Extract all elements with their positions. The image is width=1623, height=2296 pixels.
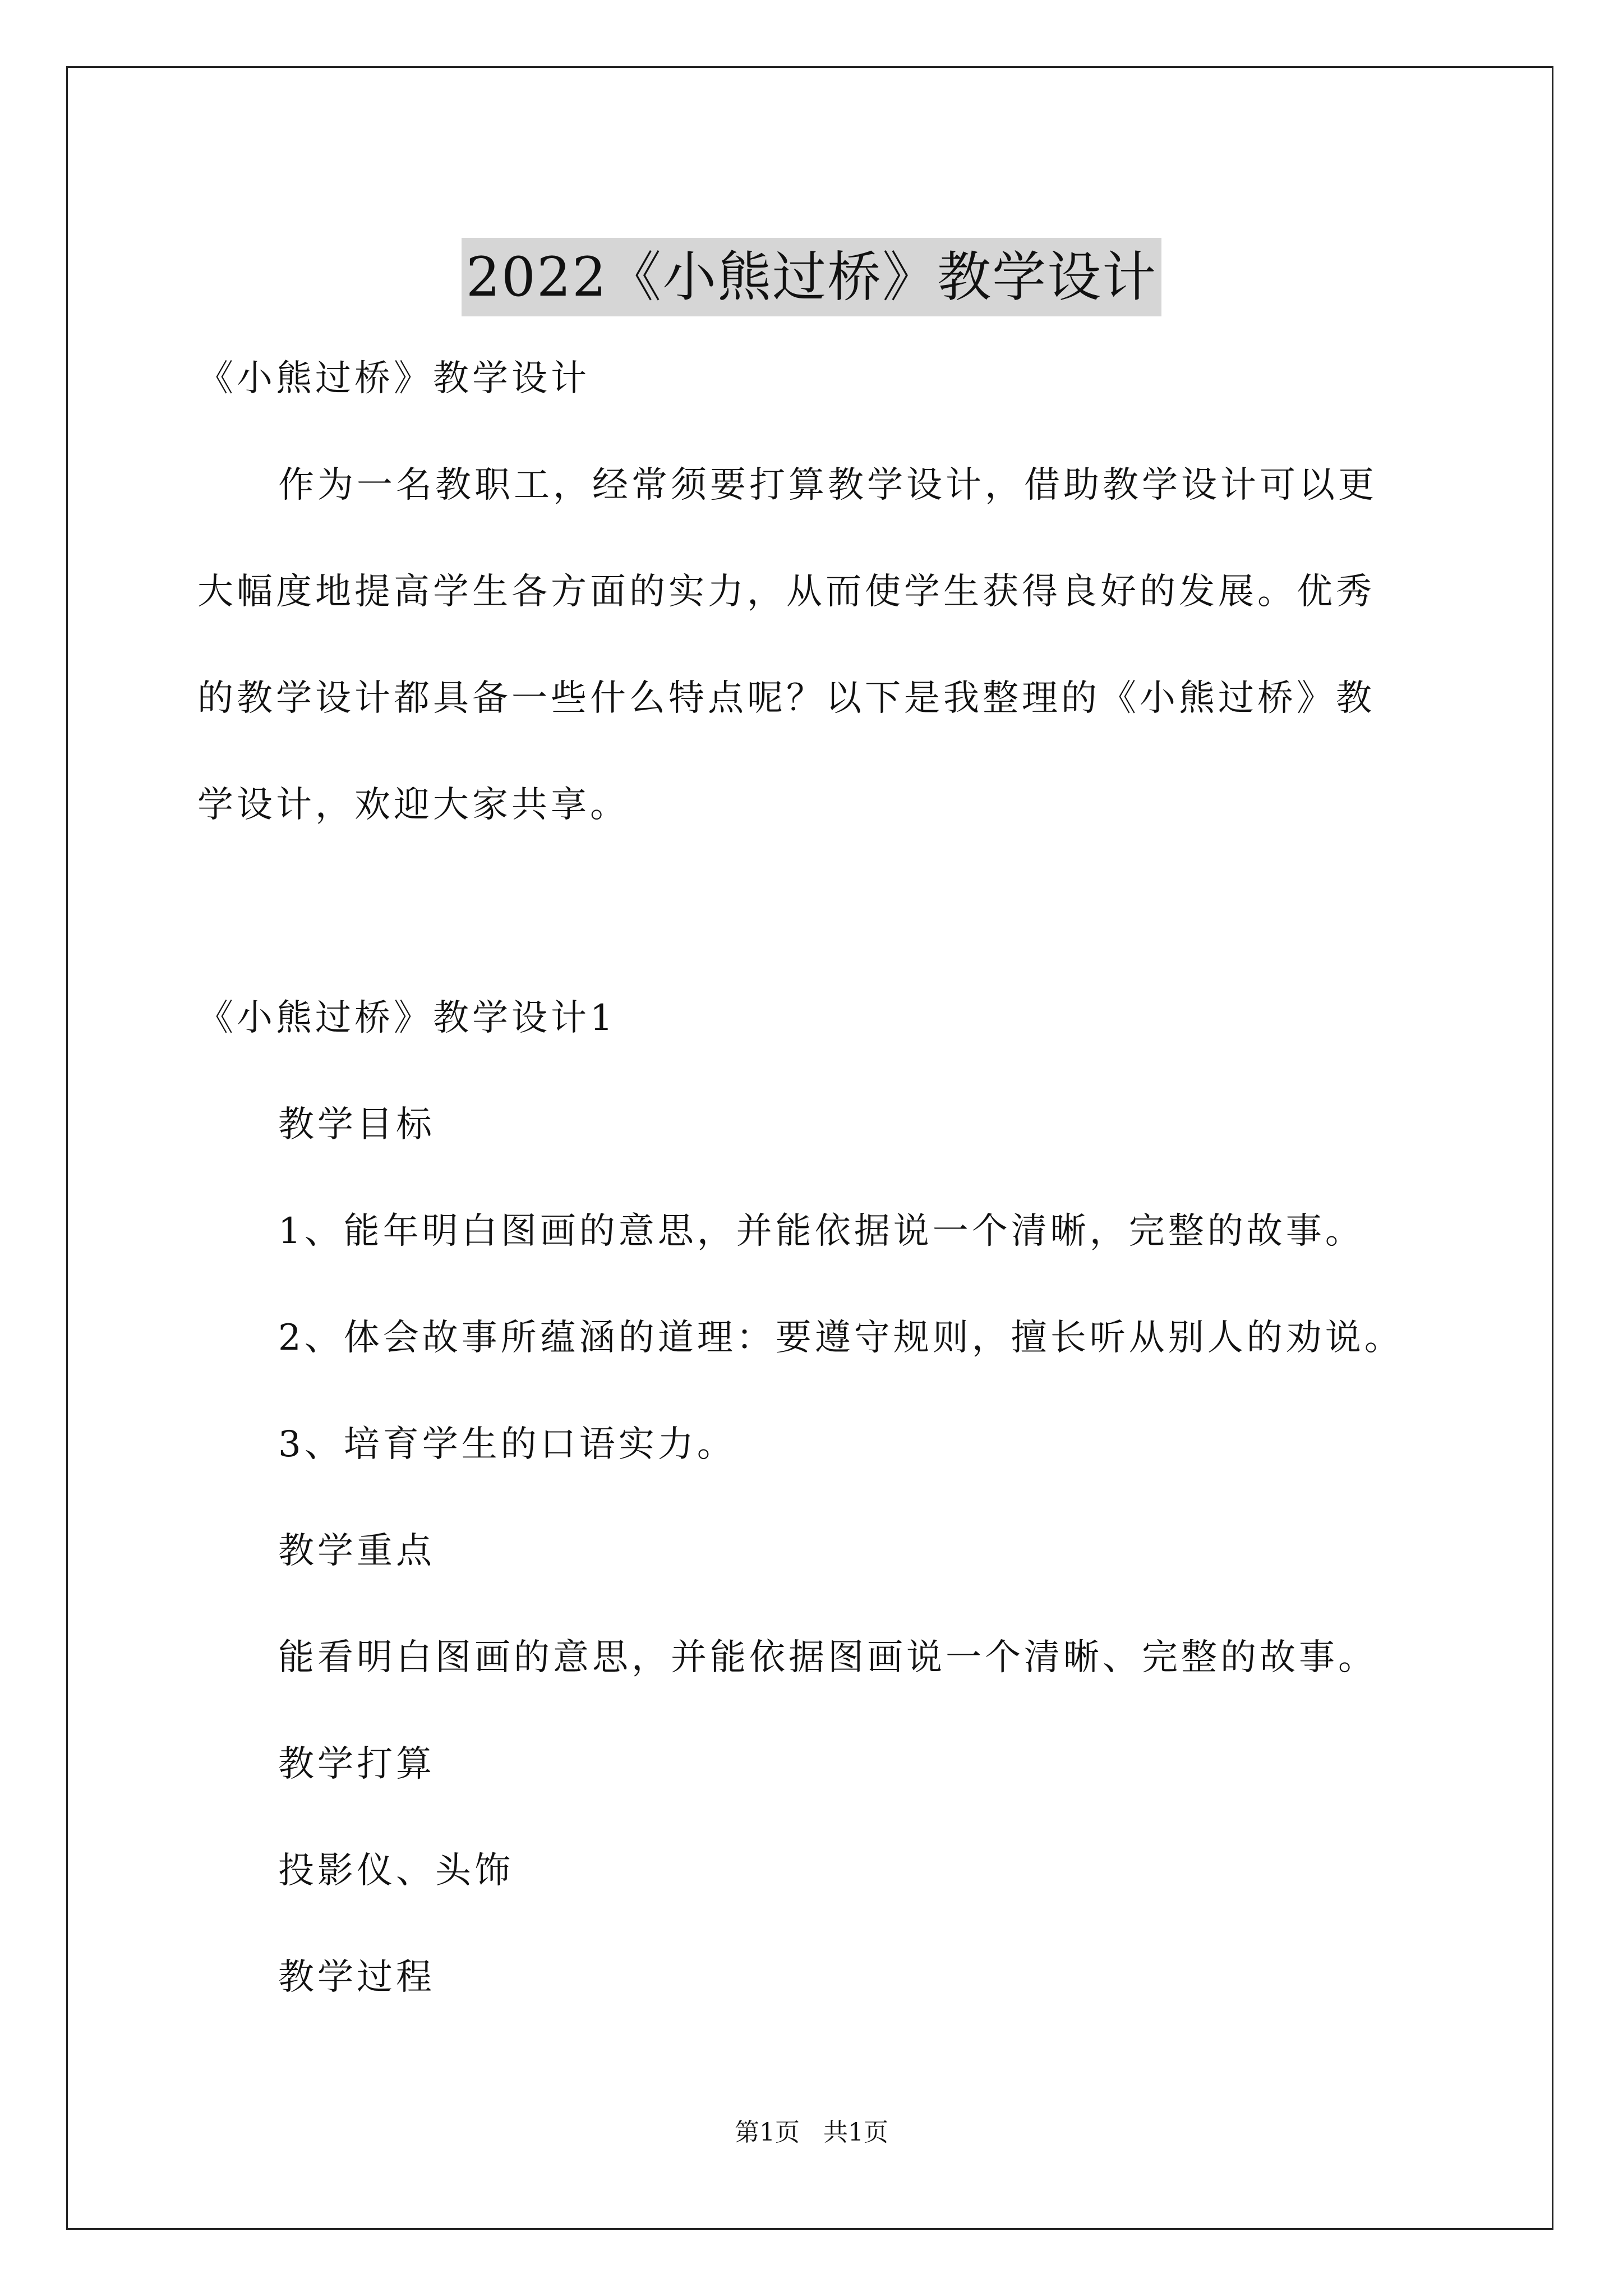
goal-item-1: 1、能年明白图画的意思，并能依据说一个清晰，完整的故事。	[278, 1211, 1364, 1252]
intro-line-3: 的教学设计都具备一些什么特点呢？以下是我整理的《小熊过桥》教	[197, 678, 1375, 719]
prep-heading: 教学打算	[278, 1743, 435, 1785]
key-heading: 教学重点	[278, 1530, 435, 1572]
intro-line-4: 学设计，欢迎大家共享。	[197, 784, 629, 826]
goals-heading: 教学目标	[278, 1104, 435, 1145]
page-title: 2022《小熊过桥》教学设计	[462, 238, 1161, 316]
intro-line-1: 作为一名教职工，经常须要打算教学设计，借助教学设计可以更	[278, 464, 1377, 506]
goal-item-3: 3、培育学生的口语实力。	[278, 1424, 736, 1465]
section-title: 《小熊过桥》教学设计1	[197, 997, 616, 1039]
intro-line-2: 大幅度地提高学生各方面的实力，从而使学生获得良好的发展。优秀	[197, 571, 1375, 613]
page-current: 第1页	[735, 2118, 800, 2147]
title-container	[0, 202, 1623, 353]
key-text: 能看明白图画的意思，并能依据图画说一个清晰、完整的故事。	[278, 1637, 1377, 1678]
page-footer	[0, 2116, 1623, 2150]
page-total: 共1页	[823, 2118, 888, 2147]
process-heading: 教学过程	[278, 1957, 435, 1998]
goal-item-2: 2、体会故事所蕴涵的道理：要遵守规则，擅长听从别人的劝说。	[278, 1317, 1404, 1359]
prep-text: 投影仪、头饰	[278, 1850, 514, 1892]
subtitle: 《小熊过桥》教学设计	[197, 358, 590, 399]
